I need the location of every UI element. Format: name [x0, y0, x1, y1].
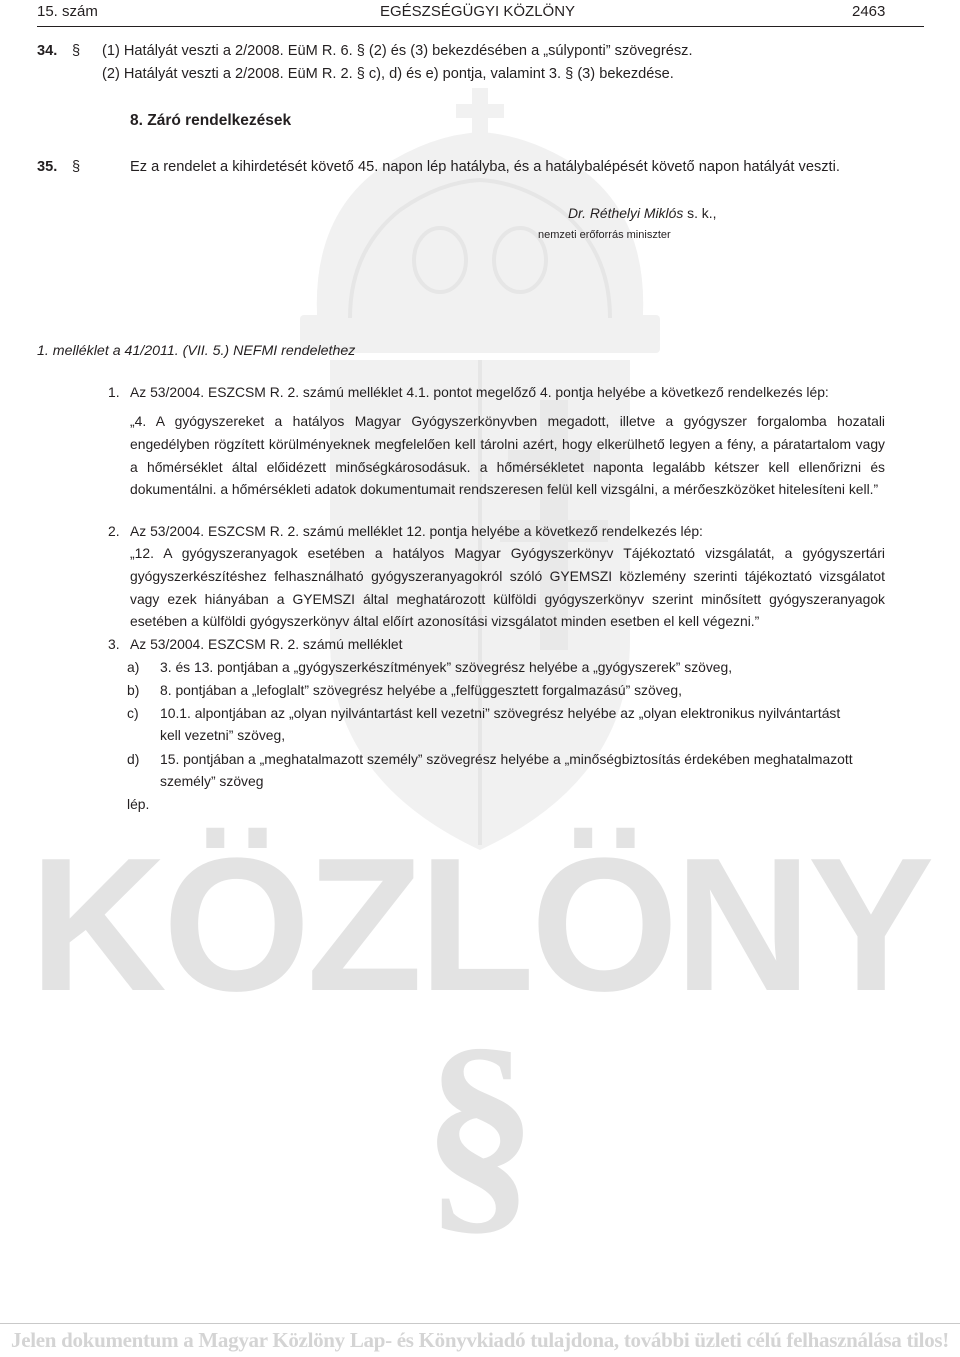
section-35-text: Ez a rendelet a kihirdetését követő 45. napon lép hatályba, és a hatálybalépését követő napon hatályát veszti.: [130, 159, 840, 175]
annex-item-3a-label: a): [127, 659, 140, 675]
annex-item-3-text: Az 53/2004. ESZCSM R. 2. számú melléklet: [130, 636, 403, 652]
annex-item-3-closing: lép.: [127, 796, 150, 812]
section-34-paragraph-2: (2) Hatályát veszti a 2/2008. EüM R. 2. § c), d) és e) pontja, valamint 3. § (3) bekezdése.: [102, 66, 674, 82]
annex-item-3a-text: 3. és 13. pontjában a „gyógyszerkészítmények” szövegrész helyébe a „gyógyszerek” szöveg,: [160, 659, 733, 675]
watermark-word: KÖZLÖNY: [29, 819, 931, 1031]
header-rule: [37, 26, 924, 27]
annex-item-3d-line-2: személy” szöveg: [160, 773, 264, 789]
footer-separator: [0, 1323, 960, 1324]
section-34-symbol: §: [72, 43, 81, 59]
header-page-number: 2463: [852, 3, 886, 20]
section-34-number: 34.: [37, 43, 58, 59]
annex-item-3c-line-2: kell vezetni” szöveg,: [160, 727, 286, 743]
annex-item-3c-line-1: 10.1. alpontjában az „olyan nyilvántartást kell vezetni” szövegrész helyébe az „olyan elektronikus nyilvántartást: [160, 705, 841, 721]
annex-item-3c-label: c): [127, 705, 139, 721]
annex-item-3d-line-1: 15. pontjában a „meghatalmazott személy” szövegrész helyébe a „minőségbiztosítás érdekében meghatalmazott: [160, 751, 853, 767]
annex-item-3-number: 3.: [108, 636, 120, 652]
annex-item-3b-text: 8. pontjában a „lefoglalt” szövegrész helyébe a „felfüggesztett forgalmazású” szöveg,: [160, 682, 682, 698]
header-journal-title: EGÉSZSÉGÜGYI KÖZLÖNY: [380, 3, 576, 20]
annex-item-1-quote: „4. A gyógyszereket a hatályos Magyar Gyógyszerkönyvben megadott, illetve a gyógyszer forgalomba hozatali engedélyben rögzített körülményeknek megfelelően kell tárolni azért, hogy elkerülhető legyen a fény, a páratartalom vagy a hőmérséklet által előidézett minőségkárosodásuk. a hőmérsékletet naponta legalább kétszer kell ellenőrizni és dokumentálni. a hőmérsékleti adatok dokumentumait rendszeresen felül kell vizsgálni, a mérőeszközöket hitelesíteni kell.”: [130, 413, 885, 498]
signature-title: nemzeti erőforrás miniszter: [538, 229, 671, 241]
signature-line: [568, 205, 716, 221]
annex-item-2-text: Az 53/2004. ESZCSM R. 2. számú melléklet 12. pontja helyébe a következő rendelkezés lép:: [130, 523, 703, 539]
annex-item-1-text: Az 53/2004. ESZCSM R. 2. számú melléklet 4.1. pontot megelőző 4. pontja helyébe a következő rendelkezés lép:: [130, 384, 829, 400]
chapter-heading: 8. Záró rendelkezések: [130, 112, 292, 129]
footer-copyright-notice: Jelen dokumentum a Magyar Közlöny Lap- és Könyvkiadó tulajdona, további üzleti célú felhasználása tilos!: [11, 1328, 949, 1352]
annex-item-2-number: 2.: [108, 523, 120, 539]
annex-item-3b-label: b): [127, 682, 140, 698]
section-35-number: 35.: [37, 159, 58, 175]
section-35-symbol: §: [72, 159, 81, 175]
signature-suffix: s. k.,: [683, 205, 717, 221]
watermark-section-symbol: §: [422, 1000, 538, 1255]
annex-title: 1. melléklet a 41/2011. (VII. 5.) NEFMI rendelethez: [37, 343, 356, 359]
header-issue: 15. szám: [37, 3, 98, 20]
annex-item-3d-label: d): [127, 751, 140, 767]
section-34-paragraph-1: (1) Hatályát veszti a 2/2008. EüM R. 6. § (2) és (3) bekezdésében a „súlyponti” szövegrész.: [102, 43, 693, 59]
signature-name: Dr. Réthelyi Miklós: [568, 205, 684, 221]
annex-item-2-quote: „12. A gyógyszeranyagok esetében a hatályos Magyar Gyógyszerkönyv Tájékoztató vizsgálatát, a gyógyszertári gyógyszerkészítéshez felhasználható gyógyszeranyagokról szóló GYEMSZI közlemény szerinti tájékoztató vizsgálatot vagy ezek hiányában a GYEMSZI által meghatározott külföldi gyógyszerkönyv szerint minősített gyógyszeranyagok esetében a külföldi gyógyszerkönyv által előírt azonosítási vizsgálatot minden esetben el kell végezni.”: [130, 545, 885, 630]
annex-item-1-number: 1.: [108, 384, 120, 400]
